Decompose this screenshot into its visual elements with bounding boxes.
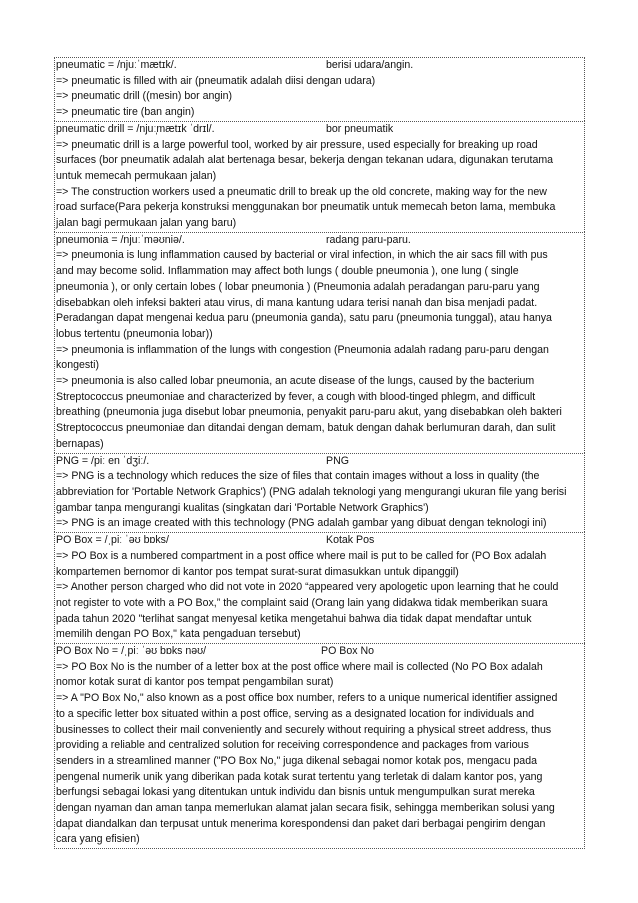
definition-line: bernapas) [56, 437, 104, 450]
entry-header [55, 233, 584, 249]
dictionary-entry [54, 453, 585, 533]
translation: PNG [326, 454, 349, 467]
dictionary-entry [54, 643, 585, 849]
definition-line: kompartemen bernomor di kantor pos tempat surat-surat dimasukkan untuk dipanggil) [56, 565, 459, 578]
headword: pneumatic = /njuːˈmætɪk/. [56, 59, 177, 71]
definition-line: road surface(Para pekerja konstruksi menggunakan bor pneumatik untuk memecah beton lama, membuka [56, 201, 556, 214]
definition-line: cara yang efisien) [56, 833, 140, 846]
headword: pneumonia = /njuːˈməʊniə/. [56, 233, 185, 246]
definition-line: => pneumatic drill ((mesin) bor angin) [56, 90, 233, 103]
definition-line: untuk memecah permukaan jalan) [56, 169, 217, 182]
translation: radang paru-paru. [326, 233, 411, 246]
definition-line: jalan bagi permukaan jalan yang baru) [56, 217, 237, 230]
headword: PO Box = /ˌpiː ˈəʊ bɒks/ [56, 534, 169, 547]
definition-line: => PO Box No is the number of a letter box at the post office where mail is collected (No PO Box adalah [56, 660, 543, 673]
headword: PNG = /piː en ˈdʒiː/. [56, 454, 150, 467]
definition-line: lobus tertentu (pneumonia lobar)) [56, 327, 213, 340]
definition-line: => pneumatic tire (ban angin) [56, 106, 195, 119]
dictionary-entry [54, 121, 585, 232]
definition-line: pada tahun 2020 "terlihat sangat menyesal ketika mengetahui bahwa dia tidak dapat mendaftar untuk [56, 612, 532, 625]
definition-line: pneumonia ), or only certain lobes ( lobar pneumonia ) (Pneumonia adalah peradangan paru-paru yang [56, 280, 540, 293]
dictionary-entry [54, 57, 585, 121]
definition-line: => PNG is an image created with this technology (PNG adalah gambar yang dibuat dengan teknologi ini) [56, 517, 547, 530]
definition-line: berfungsi sebagai lokasi yang ditentukan untuk individu dan bisnis untuk mengumpulkan surat mereka [56, 786, 535, 799]
definition-line: => pneumatic is filled with air (pneumatik adalah diisi dengan udara) [56, 74, 376, 87]
definition-line: abbreviation for 'Portable Network Graphics') (PNG adalah teknologi yang mengurangi ukuran file yang berisi [56, 485, 567, 498]
definition-line: dapat diandalkan dan terpusat untuk menerima korespondensi dan paket dari berbagai pengirim dengan [56, 817, 546, 830]
definition-line: nomor kotak surat di kantor pos tempat pengambilan surat) [56, 676, 334, 689]
definition-line: kongesti) [56, 359, 99, 372]
definition-line: gambar tanpa mengurangi kualitas (singkatan dari 'Portable Network Graphics') [56, 501, 429, 514]
dictionary-entry [54, 532, 585, 643]
definition-line: dengan nyaman dan aman tanpa memerlukan alamat jalan secara fisik, sehingga memberikan solusi yang [56, 802, 555, 815]
dictionary-entry [54, 232, 585, 453]
definition-line: disebabkan oleh infeksi bakteri atau virus, di mana kantung udara terisi nanah dan bisa menjadi padat. [56, 296, 538, 309]
translation: bor pneumatik [326, 122, 394, 135]
definition-line: providing a reliable and centralized solution for receiving correspondence and packages from various [56, 739, 529, 752]
definition-line: breathing (pneumonia juga disebut lobar pneumonia, penyakit paru-paru akut, yang disebabkan oleh bakteri [56, 406, 562, 419]
translation: PO Box No [321, 645, 374, 658]
definition-line: => The construction workers used a pneumatic drill to break up the old concrete, making way for the new [56, 185, 547, 198]
definition-line: pengenal numerik unik yang diberikan pada kotak surat tertentu yang terletak di dalam kantor pos, yang [56, 770, 543, 783]
definition-line: and may become solid. Inflammation may affect both lungs ( double pneumonia ), one lung ( single [56, 265, 519, 278]
definition-line: Peradangan dapat mengenai kedua paru (pneumonia ganda), satu paru (pneumonia tunggal), atau hanya [56, 312, 552, 325]
entry-header [55, 533, 584, 549]
definition-line: => pneumonia is also called lobar pneumonia, an acute disease of the lungs, caused by the bacterium [56, 375, 535, 388]
definition-line: => PO Box is a numbered compartment in a post office where mail is put to be called for (PO Box adalah [56, 549, 547, 562]
definition-line: senders in a streamlined manner ("PO Box No," juga dikenal sebagai nomor kotak pos, mengacu pada [56, 754, 537, 767]
definition-line: => PNG is a technology which reduces the size of files that contain images without a loss in quality (the [56, 470, 540, 483]
translation: berisi udara/angin. [326, 59, 414, 71]
entry-header [55, 58, 584, 74]
definition-line: Streptococcus pneumoniae and characterized by fever, a cough with blood-tinged phlegm, and difficult [56, 390, 536, 403]
definition-line: surfaces (bor pneumatik adalah alat bertenaga besar, bekerja dengan tekanan udara, digunakan terutama [56, 154, 554, 167]
entry-header [55, 644, 584, 660]
headword: pneumatic drill = /njuː̩mætɪk ˈdrɪl/. [56, 122, 215, 135]
definition-line: => A "PO Box No," also known as a post office box number, refers to a unique numerical identifier assigned [56, 692, 558, 705]
entry-header [55, 122, 584, 138]
definition-line: => pneumatic drill is a large powerful tool, worked by air pressure, used especially for breaking up road [56, 138, 538, 151]
definition-line: => Another person charged who did not vote in 2020 “appeared very apologetic upon learning that he could [56, 581, 559, 594]
dictionary-page [54, 57, 585, 849]
definition-line: not register to vote with a PO Box,” the complaint said (Orang lain yang didakwa tidak memberikan suara [56, 596, 548, 609]
translation: Kotak Pos [326, 534, 375, 547]
definition-line: => pneumonia is inflammation of the lungs with congestion (Pneumonia adalah radang paru-paru dengan [56, 343, 549, 356]
definition-line: businesses to collect their mail conveniently and securely without requiring a physical street address, thus [56, 723, 552, 736]
definition-line: to a specific letter box situated within a post office, serving as a designated location for individuals and [56, 707, 534, 720]
headword: PO Box No = /ˌpiː ˈəʊ bɒks nəʊ/ [56, 645, 207, 658]
entry-header [55, 454, 584, 470]
definition-line: => pneumonia is lung inflammation caused by bacterial or viral infection, in which the air sacs fill with pus [56, 249, 548, 262]
definition-line: Streptococcus pneumoniae dan ditandai dengan demam, batuk dengan dahak berlumuran darah, dan sulit [56, 422, 556, 435]
definition-line: memilih dengan PO Box," kata pengaduan tersebut) [56, 628, 301, 641]
